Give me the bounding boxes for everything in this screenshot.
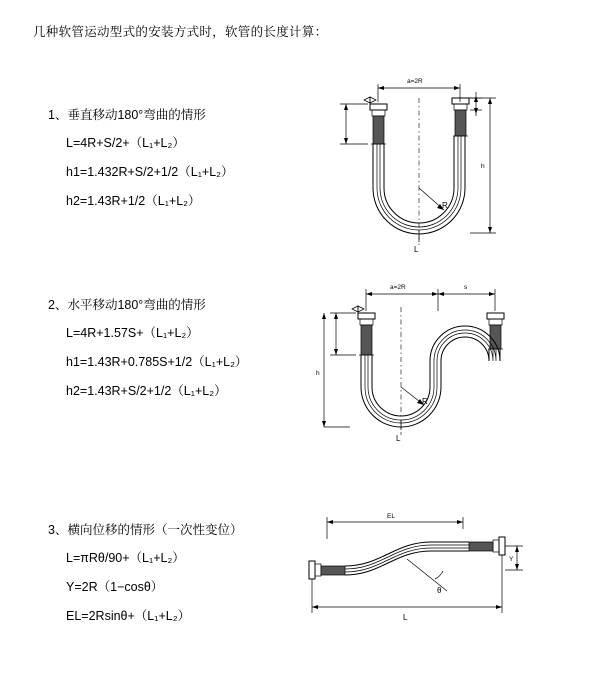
dim-bottom-L <box>396 420 401 443</box>
dim-top-label: EL <box>387 513 395 520</box>
radius-label: R <box>442 201 448 210</box>
section-2-formula-1: L=4R+1.57S+（L₁+L₂） <box>66 326 199 340</box>
angle-marker <box>407 559 447 595</box>
dim-bottom-label: L <box>403 613 408 622</box>
section-1-formula-2: h1=1.432R+S/2+1/2（L₁+L₂） <box>66 165 234 179</box>
dim-right-y <box>505 546 523 570</box>
angle-label: θ <box>437 586 442 595</box>
section-1-formula-3: h2=1.43R+1/2（L₁+L₂） <box>66 194 201 208</box>
left-hose-run <box>370 104 387 144</box>
dim-bottom-label: L <box>414 245 419 254</box>
section-1-formula-1: L=4R+S/2+（L₁+L₂） <box>66 136 185 150</box>
dim-right-h <box>465 98 496 233</box>
vertical-180-bend-diagram <box>310 70 540 280</box>
radius-label: R <box>422 397 428 406</box>
section-3-text <box>48 520 308 635</box>
section-2-formula-3: h2=1.43R+S/2+1/2（L₁+L₂） <box>66 384 227 398</box>
section-2-figure <box>310 275 540 455</box>
right-support-block <box>470 92 482 116</box>
dim-top-label: a=2R <box>407 78 423 85</box>
dim-left-label: h <box>316 370 320 377</box>
section-3-figure <box>285 505 535 640</box>
dim-right-label: Y <box>509 556 514 563</box>
page-title: 几种软管运动型式的安装方式时，软管的长度计算： <box>33 25 328 39</box>
section-3-formula-1: L=πRθ/90+（L₁+L₂） <box>66 551 185 565</box>
dim-left <box>340 104 368 144</box>
section-1-text <box>48 105 308 220</box>
dim-top-label-1: a=2R <box>390 284 406 291</box>
section-3-formula-2: Y=2R（1−cosθ） <box>66 580 164 594</box>
lateral-offset-diagram <box>285 505 535 640</box>
radius-marker <box>401 387 428 406</box>
left-flange <box>309 561 345 579</box>
dim-bottom-label: L <box>396 434 401 443</box>
section-1-title: 1、垂直移动180°弯曲的情形 <box>48 108 206 122</box>
support-symbol <box>364 97 376 103</box>
right-flange <box>469 537 505 555</box>
hose-offset-bend <box>361 326 500 427</box>
horizontal-180-bend-diagram <box>310 275 540 455</box>
left-hose-run <box>358 313 375 355</box>
radius-marker <box>419 188 448 210</box>
support-symbol <box>352 306 364 312</box>
dim-top-el <box>327 513 463 539</box>
dim-top <box>366 284 495 311</box>
section-1-figure <box>310 70 540 280</box>
dim-top-label-2: s <box>464 284 468 291</box>
dim-right-label: h <box>481 163 485 170</box>
hose-s-curve <box>345 542 469 575</box>
dim-bottom-l <box>312 555 502 622</box>
section-2-formula-2: h1=1.43R+0.785S+1/2（L₁+L₂） <box>66 355 248 369</box>
section-3-title: 3、横向位移的情形（一次性变位） <box>48 523 243 537</box>
dim-left <box>316 313 356 427</box>
section-2-text <box>48 295 308 410</box>
right-hose-run <box>452 98 469 136</box>
section-3-formula-3: EL=2Rsinθ+（L₁+L₂） <box>66 609 191 623</box>
section-2-title: 2、水平移动180°弯曲的情形 <box>48 298 206 312</box>
